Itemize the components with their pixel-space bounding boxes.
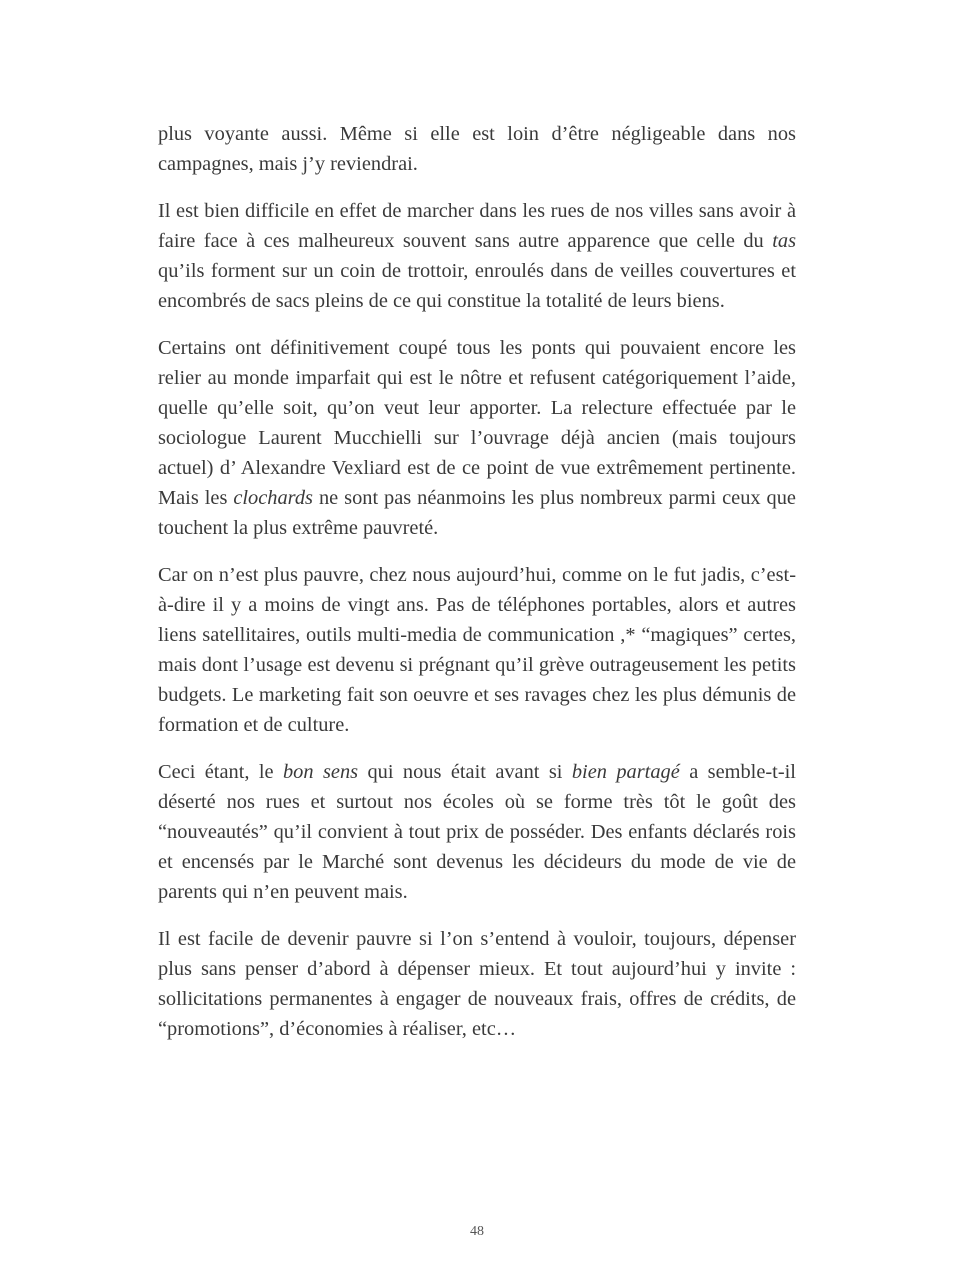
text-span: qui nous était avant si: [358, 761, 572, 783]
paragraph: [158, 757, 796, 907]
italic-term: tas: [772, 230, 796, 252]
body-text: [158, 119, 796, 1061]
text-span: Certains ont définitivement coupé tous les ponts qui pouvaient encore les relier au monde imparfait qui est le nôtre et refusent catégoriquement l’aide, quelle qu’elle soit, qu’on veut leur apporter. La relecture effectuée par le sociologue Laurent Mucchielli sur l’ouvrage déjà ancien (mais toujours actuel) d’ Alexandre Vexliard est de ce point de vue extrêmement pertinente. Mais les: [158, 337, 796, 509]
text-span: qu’ils forment sur un coin de trottoir, enroulés dans de veilles couvertures et encombrés de sacs pleins de ce qui constitue la totalité de leurs biens.: [158, 260, 796, 312]
paragraph: [158, 333, 796, 543]
italic-term: bon sens: [282, 761, 359, 783]
text-span: ne sont pas néanmoins les plus nombreux parmi ceux que touchent la plus extrême pauvreté.: [158, 487, 796, 539]
text-span: Il est facile de devenir pauvre si l’on s’entend à vouloir, toujours, dépenser plus sans penser d’abord à dépenser mieux. Et tout aujourd’hui y invite : sollicitations permanentes à engager de nouveaux frais, offres de crédits, de “promotions”, d’économies à réaliser, etc…: [158, 928, 796, 1040]
text-span: Il est bien difficile en effet de marcher dans les rues de nos villes sans avoir à faire face à ces malheureux souvent sans autre apparence que celle du: [158, 200, 796, 252]
italic-term: clochards: [233, 487, 313, 509]
text-span: Car on n’est plus pauvre, chez nous aujourd’hui, comme on le fut jadis, c’est-à-dire il y a moins de vingt ans. Pas de téléphones portables, alors et autres liens satellitaires, outils multi-media de communication ,* “magiques” certes, mais dont l’usage est devenu si prégnant qu’il grève outrageusement les petits budgets. Le marketing fait son oeuvre et ses ravages chez les plus démunis de formation et de culture.: [158, 564, 796, 736]
text-span: a semble-t-il déserté nos rues et surtout nos écoles où se forme très tôt le goût des “nouveautés” qu’il convient à tout prix de posséder. Des enfants déclarés rois et encensés par le Marché sont devenus les décideurs du mode de vie de parents qui n’en peuvent mais.: [158, 761, 796, 903]
paragraph: [158, 196, 796, 316]
text-span: plus voyante aussi. Même si elle est loin d’être négligeable dans nos campagnes, mais j’y reviendrai.: [158, 123, 796, 175]
paragraph: [158, 560, 796, 740]
text-span: Ceci étant, le: [158, 761, 283, 783]
page-number: 48: [470, 1224, 484, 1239]
paragraph: [158, 924, 796, 1044]
italic-term: bien partagé: [571, 761, 680, 783]
paragraph: [158, 119, 796, 179]
